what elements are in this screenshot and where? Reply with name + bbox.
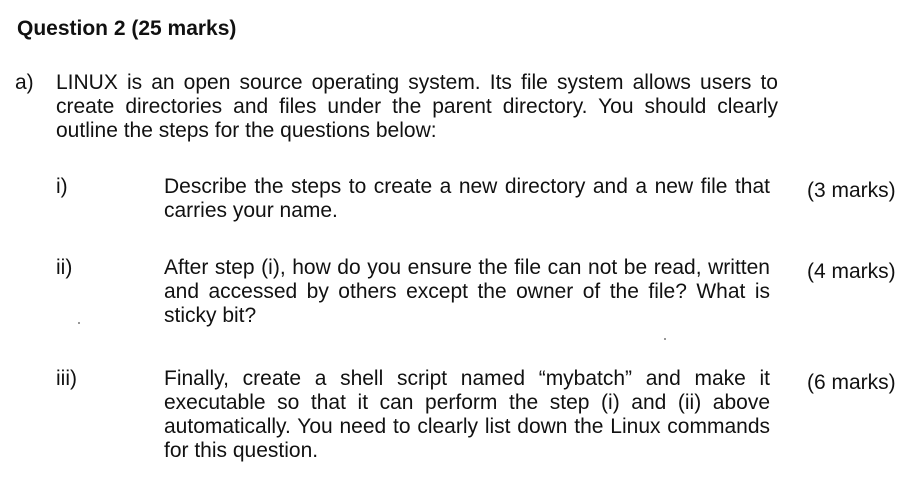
sub-question-label: iii) [56, 367, 77, 390]
part-a-label: a) [15, 71, 34, 94]
sub-question-text: Describe the steps to create a new directory and a new file that carries your name. [164, 175, 770, 222]
scan-speck [78, 322, 80, 324]
sub-question-marks: (4 marks) [807, 260, 896, 283]
scan-speck [664, 338, 666, 340]
part-a-text: LINUX is an open source operating system. Its file system allows users to create directories and files under the parent directory. You should clearly outline the steps for the questions below: [56, 71, 778, 142]
sub-question-marks: (6 marks) [807, 371, 896, 394]
question-title: Question 2 (25 marks) [17, 17, 237, 40]
sub-question-marks: (3 marks) [807, 179, 896, 202]
sub-question-label: ii) [56, 256, 73, 279]
sub-question-text: After step (i), how do you ensure the file can not be read, written and accessed by others except the owner of the file? What is sticky bit? [164, 256, 770, 327]
sub-question-text: Finally, create a shell script named “mybatch” and make it executable so that it can perform the step (i) and (ii) above automatically. You need to clearly list down the Linux commands for this question. [164, 367, 770, 462]
sub-question-label: i) [56, 175, 68, 198]
